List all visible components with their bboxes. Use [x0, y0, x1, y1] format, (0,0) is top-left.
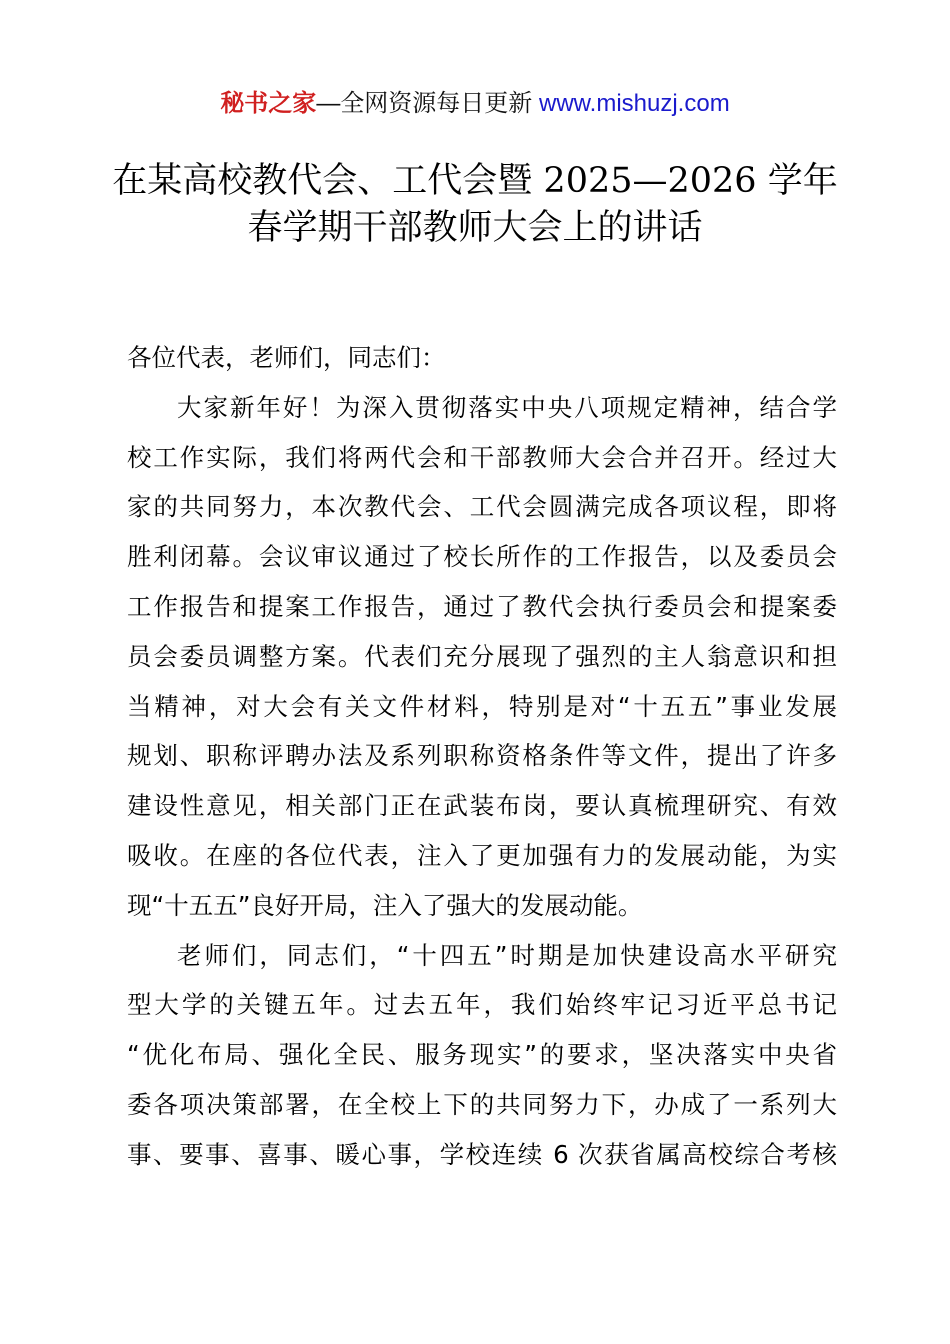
paragraph-2 [127, 931, 837, 1180]
paragraph-line: 家的共同努力，本次教代会、工代会圆满完成各项议程，即将 [127, 492, 837, 522]
title-line-1: 在某高校教代会、工代会暨 2025—2026 学年 [112, 161, 838, 201]
site-header [0, 88, 950, 120]
paragraph-line: 现“十五五”良好开局，注入了强大的发展动能。 [127, 890, 643, 920]
paragraph-line: 吸收。在座的各位代表，注入了更加强有力的发展动能，为实 [127, 840, 837, 870]
paragraph-line: 大家新年好！为深入贯彻落实中央八项规定精神，结合学 [177, 392, 837, 422]
paragraph-line: 规划、职称评聘办法及系列职称资格条件等文件，提出了许多 [127, 741, 837, 771]
paragraph-line: 老师们，同志们，“十四五”时期是加快建设高水平研究 [177, 940, 837, 970]
paragraph-line: 校工作实际，我们将两代会和干部教师大会合并召开。经过大 [127, 442, 837, 472]
paragraph-line: 员会委员调整方案。代表们充分展现了强烈的主人翁意识和担 [127, 641, 837, 671]
paragraph-line: 当精神，对大会有关文件材料，特别是对“十五五”事业发展 [127, 691, 837, 721]
paragraph-line: 事、要事、喜事、暖心事，学校连续 6 次获省属高校综合考核 [127, 1139, 837, 1169]
paragraph-1 [127, 383, 837, 931]
salutation: 各位代表，老师们，同志们： [127, 343, 446, 372]
paragraph-line: “优化布局、强化全民、服务现实”的要求，坚决落实中央省 [127, 1040, 837, 1070]
paragraph-line: 型大学的关键五年。过去五年，我们始终牢记习近平总书记 [127, 990, 837, 1020]
paragraph-line: 工作报告和提案工作报告，通过了教代会执行委员会和提案委 [127, 591, 837, 621]
site-url-link[interactable]: www.mishuzj.com [538, 90, 730, 117]
paragraph-line: 建设性意见，相关部门正在武装布岗，要认真梳理研究、有效 [127, 791, 837, 821]
header-tagline: —全网资源每日更新 [316, 90, 539, 117]
document-body [127, 333, 837, 1180]
paragraph-line: 委各项决策部署，在全校上下的共同努力下，办成了一系列大 [127, 1089, 837, 1119]
document-title [100, 158, 850, 252]
paragraph-line: 胜利闭幕。会议审议通过了校长所作的工作报告，以及委员会 [127, 542, 837, 572]
brand-name: 秘书之家 [220, 90, 317, 117]
title-line-2: 春学期干部教师大会上的讲话 [247, 208, 703, 248]
